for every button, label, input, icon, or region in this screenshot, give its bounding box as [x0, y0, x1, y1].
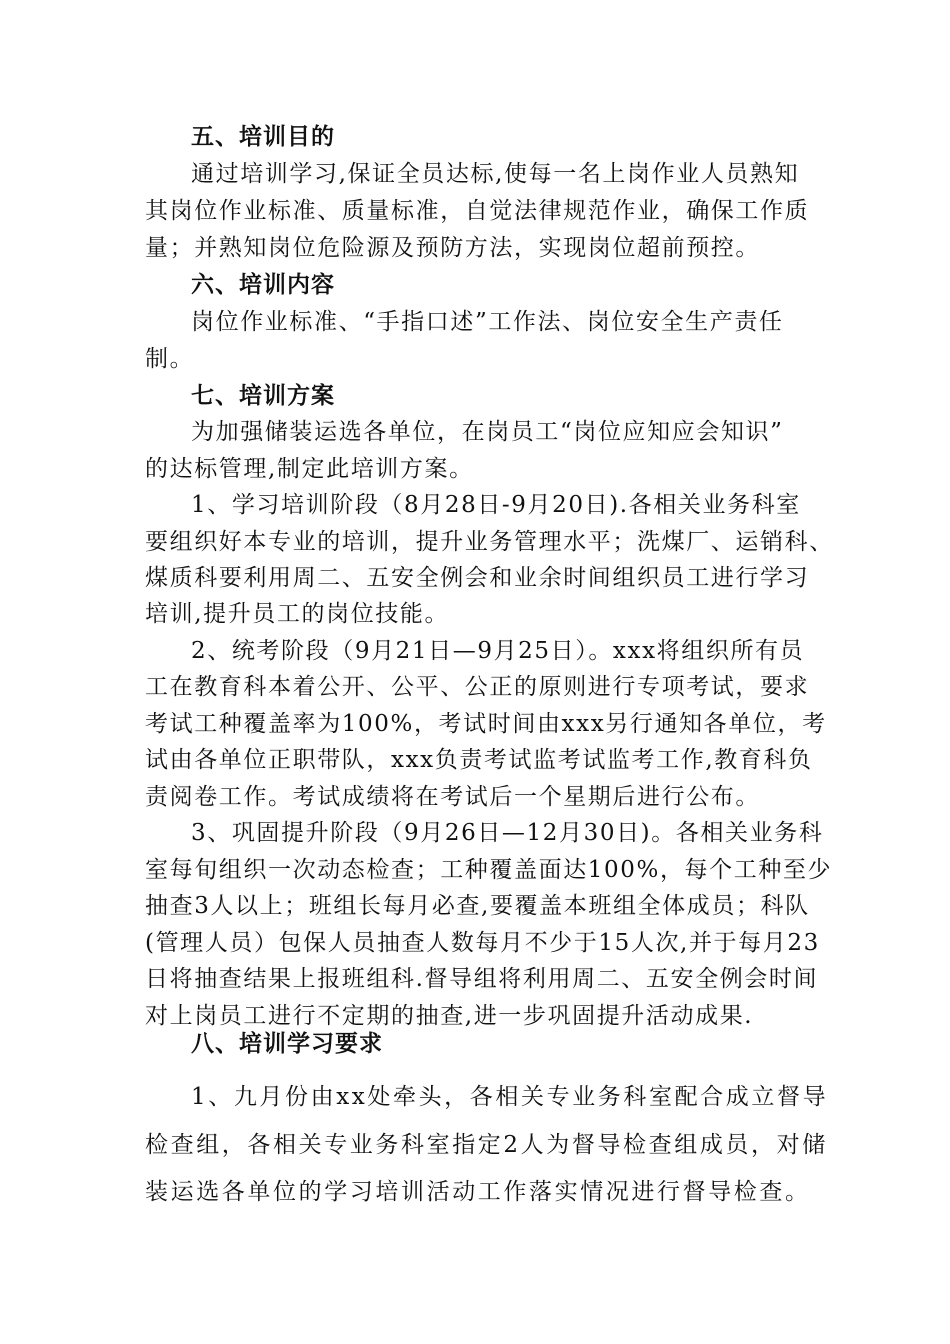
section-7-line-14: 抽查3人以上；班组长每月必查,要覆盖本班组全体成员；科队: [145, 893, 810, 919]
section-7-line-13: 室每旬组织一次动态检查；工种覆盖面达100%，每个工种至少: [145, 857, 833, 883]
section-7-line-6: 培训,提升员工的岗位技能。: [145, 601, 450, 627]
section-7-line-4: 要组织好本专业的培训，提升业务管理水平；洗煤厂、运销科、: [145, 529, 834, 555]
section-8-line-2: 检查组，各相关专业务科室指定2人为督导检查组成员，对储: [145, 1132, 828, 1158]
section-5-heading: 五、培训目的: [191, 123, 335, 150]
section-7-line-15: (管理人员）包保人员抽查人数每月不少于15人次,并于每月23: [145, 930, 820, 956]
section-7-line-10: 试由各单位正职带队，xxx负责考试监考试监考工作,教育科负: [145, 747, 813, 773]
section-7-line-12: 3、巩固提升阶段（9月26日—12月30日)。各相关业务科: [191, 820, 824, 846]
section-8-line-1: 1、九月份由xx处牵头，各相关专业务科室配合成立督导: [191, 1084, 829, 1110]
section-8-line-3: 装运选各单位的学习培训活动工作落实情况进行督导检查。: [145, 1179, 811, 1205]
section-7-line-1: 为加强储装运选各单位，在岗员工“岗位应知应会知识”: [191, 419, 784, 445]
section-6-heading: 六、培训内容: [191, 271, 335, 298]
section-7-heading: 七、培训方案: [191, 382, 335, 409]
section-6-line-1: 岗位作业标准、“手指口述”工作法、岗位安全生产责任: [191, 309, 784, 335]
section-7-line-17: 对上岗员工进行不定期的抽查,进一步巩固提升活动成果.: [145, 1003, 754, 1029]
section-8-heading: 八、培训学习要求: [191, 1030, 383, 1057]
section-5-line-1: 通过培训学习,保证全员达标,使每一名上岗作业人员熟知: [191, 161, 800, 187]
section-7-line-5: 煤质科要利用周二、五安全例会和业余时间组织员工进行学习: [145, 565, 810, 591]
section-7-line-8: 工在教育科本着公开、公平、公正的原则进行专项考试，要求: [145, 674, 810, 700]
section-7-line-2: 的达标管理,制定此培训方案。: [145, 456, 474, 482]
section-5-line-2: 其岗位作业标准、质量标准，自觉法律规范作业，确保工作质: [145, 198, 810, 224]
section-7-line-9: 考试工种覆盖率为100%，考试时间由xxx另行通知各单位，考: [145, 711, 827, 737]
section-7-line-16: 日将抽查结果上报班组科.督导组将利用周二、五安全例会时间: [145, 966, 819, 992]
section-7-line-7: 2、统考阶段（9月21日—9月25日）。xxx将组织所有员: [191, 638, 805, 664]
section-7-line-11: 责阅卷工作。考试成绩将在考试后一个星期后进行公布。: [145, 784, 760, 810]
section-7-line-3: 1、学习培训阶段（8月28日-9月20日).各相关业务科室: [191, 492, 801, 518]
section-6-line-2: 制。: [145, 346, 195, 372]
section-5-line-3: 量；并熟知岗位危险源及预防方法，实现岗位超前预控。: [145, 235, 760, 261]
